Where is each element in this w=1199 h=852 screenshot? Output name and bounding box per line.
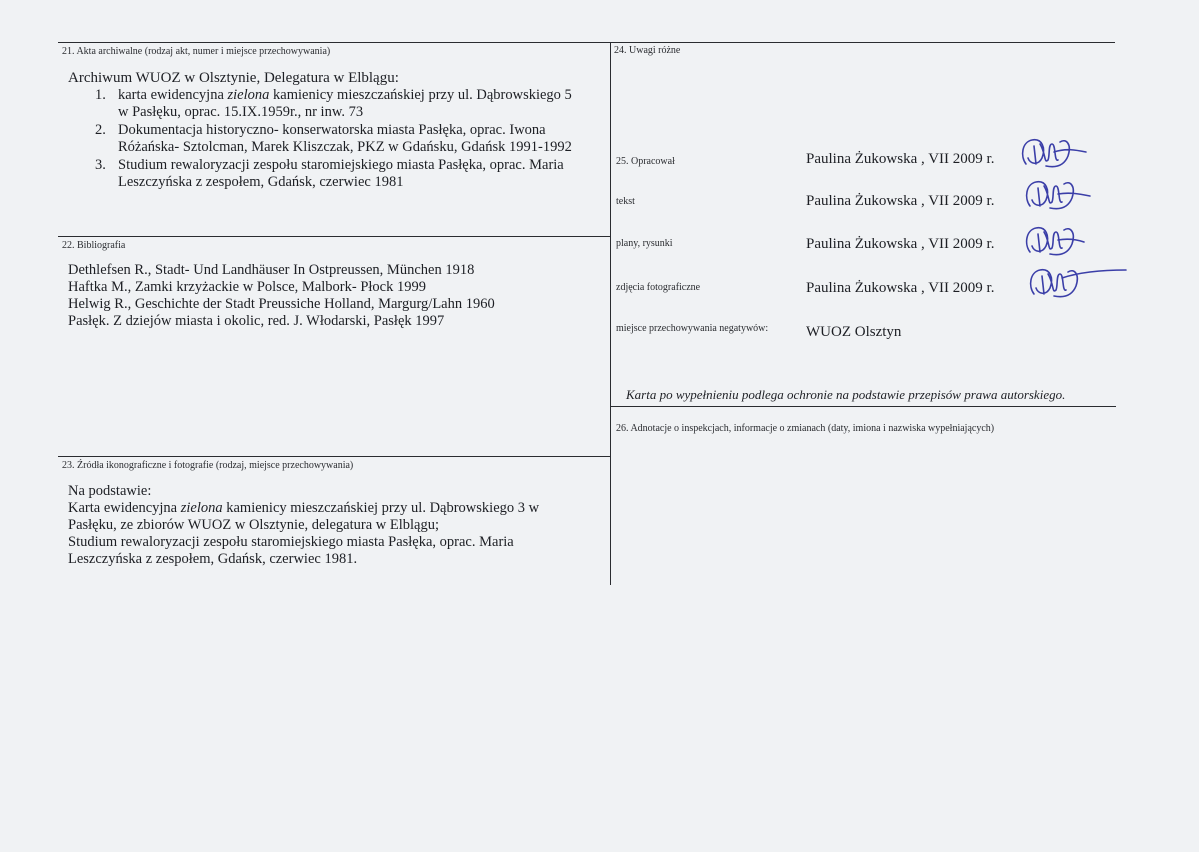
section24-label: 24. Uwagi różne (614, 45, 681, 56)
top-rule (58, 42, 1115, 43)
list-item: 2. Dokumentacja historyczno- konserwatorska miasta Pasłęka, oprac. Iwona Różańska- Sztolcman, Marek Kliszczak, PKZ w Gdańsku, Gdańsk 1991-1992 (95, 122, 572, 155)
negatives-label: miejsce przechowywania negatywów: (616, 323, 769, 334)
section21-label: 21. Akta archiwalne (rodzaj akt, numer i miejsce przechowywania) (62, 46, 331, 57)
section21-intro: Archiwum WUOZ w Olsztynie, Delegatura w Elblągu: (68, 70, 399, 86)
plans-value: Paulina Żukowska , VII 2009 r. (806, 236, 995, 252)
text-value: Paulina Żukowska , VII 2009 r. (806, 193, 995, 209)
section26-rule (610, 406, 1116, 407)
section21-list (68, 87, 608, 192)
section23-label: 23. Źródła ikonograficzne i fotografie (rodzaj, miejsce przechowywania) (62, 460, 354, 471)
section23-line: Karta ewidencyjna zielona kamienicy mieszczańskiej przy ul. Dąbrowskiego 3 w (68, 500, 540, 516)
section23-line: Na podstawie: (68, 483, 152, 499)
bibliography-entry: Pasłęk. Z dziejów miasta i okolic, red. J. Włodarski, Pasłęk 1997 (68, 313, 445, 329)
list-item: 1. karta ewidencyjna zielona kamienicy mieszczańskiej przy ul. Dąbrowskiego 5 w Pasłęku, oprac. 15.IX.1959r., nr inw. 73 (95, 87, 572, 120)
bibliography-entry: Haftka M., Zamki krzyżackie w Polsce, Malbork- Płock 1999 (68, 279, 426, 295)
text-label: tekst (616, 196, 635, 207)
section23-rule (58, 456, 611, 457)
author-value: Paulina Żukowska , VII 2009 r. (806, 151, 995, 167)
section23-line: Leszczyńska z zespołem, Gdańsk, czerwiec 1981. (68, 551, 358, 567)
plans-label: plany, rysunki (616, 238, 673, 249)
column-divider (610, 42, 611, 585)
photos-label: zdjęcia fotograficzne (616, 282, 701, 293)
photos-value: Paulina Żukowska , VII 2009 r. (806, 280, 995, 296)
negatives-value: WUOZ Olsztyn (806, 324, 902, 340)
bibliography-entry: Helwig R., Geschichte der Stadt Preussiche Holland, Margurg/Lahn 1960 (68, 296, 495, 312)
bibliography-entry: Dethlefsen R., Stadt- Und Landhäuser In Ostpreussen, München 1918 (68, 262, 475, 278)
section23-line: Pasłęku, ze zbiorów WUOZ w Olsztynie, delegatura w Elblągu; (68, 517, 439, 533)
section26-label: 26. Adnotacje o inspekcjach, informacje o zmianach (daty, imiona i nazwiska wypełniających) (616, 423, 995, 434)
section23-line: Studium rewaloryzacji zespołu staromiejskiego miasta Pasłęka, oprac. Maria (68, 534, 514, 550)
signature-icon (1020, 176, 1092, 214)
signature-icon (1024, 262, 1128, 302)
section22-rule (58, 236, 611, 237)
section22-label: 22. Bibliografia (62, 240, 126, 251)
list-item: 3. Studium rewaloryzacji zespołu staromiejskiego miasta Pasłęka, oprac. Maria Leszczyńska z zespołem, Gdańsk, czerwiec 1981 (95, 157, 564, 190)
author-label: 25. Opracował (616, 156, 675, 167)
signature-icon (1016, 134, 1088, 172)
copyright-note: Karta po wypełnieniu podlega ochronie na podstawie przepisów prawa autorskiego. (626, 387, 1066, 402)
signature-icon (1020, 222, 1092, 260)
